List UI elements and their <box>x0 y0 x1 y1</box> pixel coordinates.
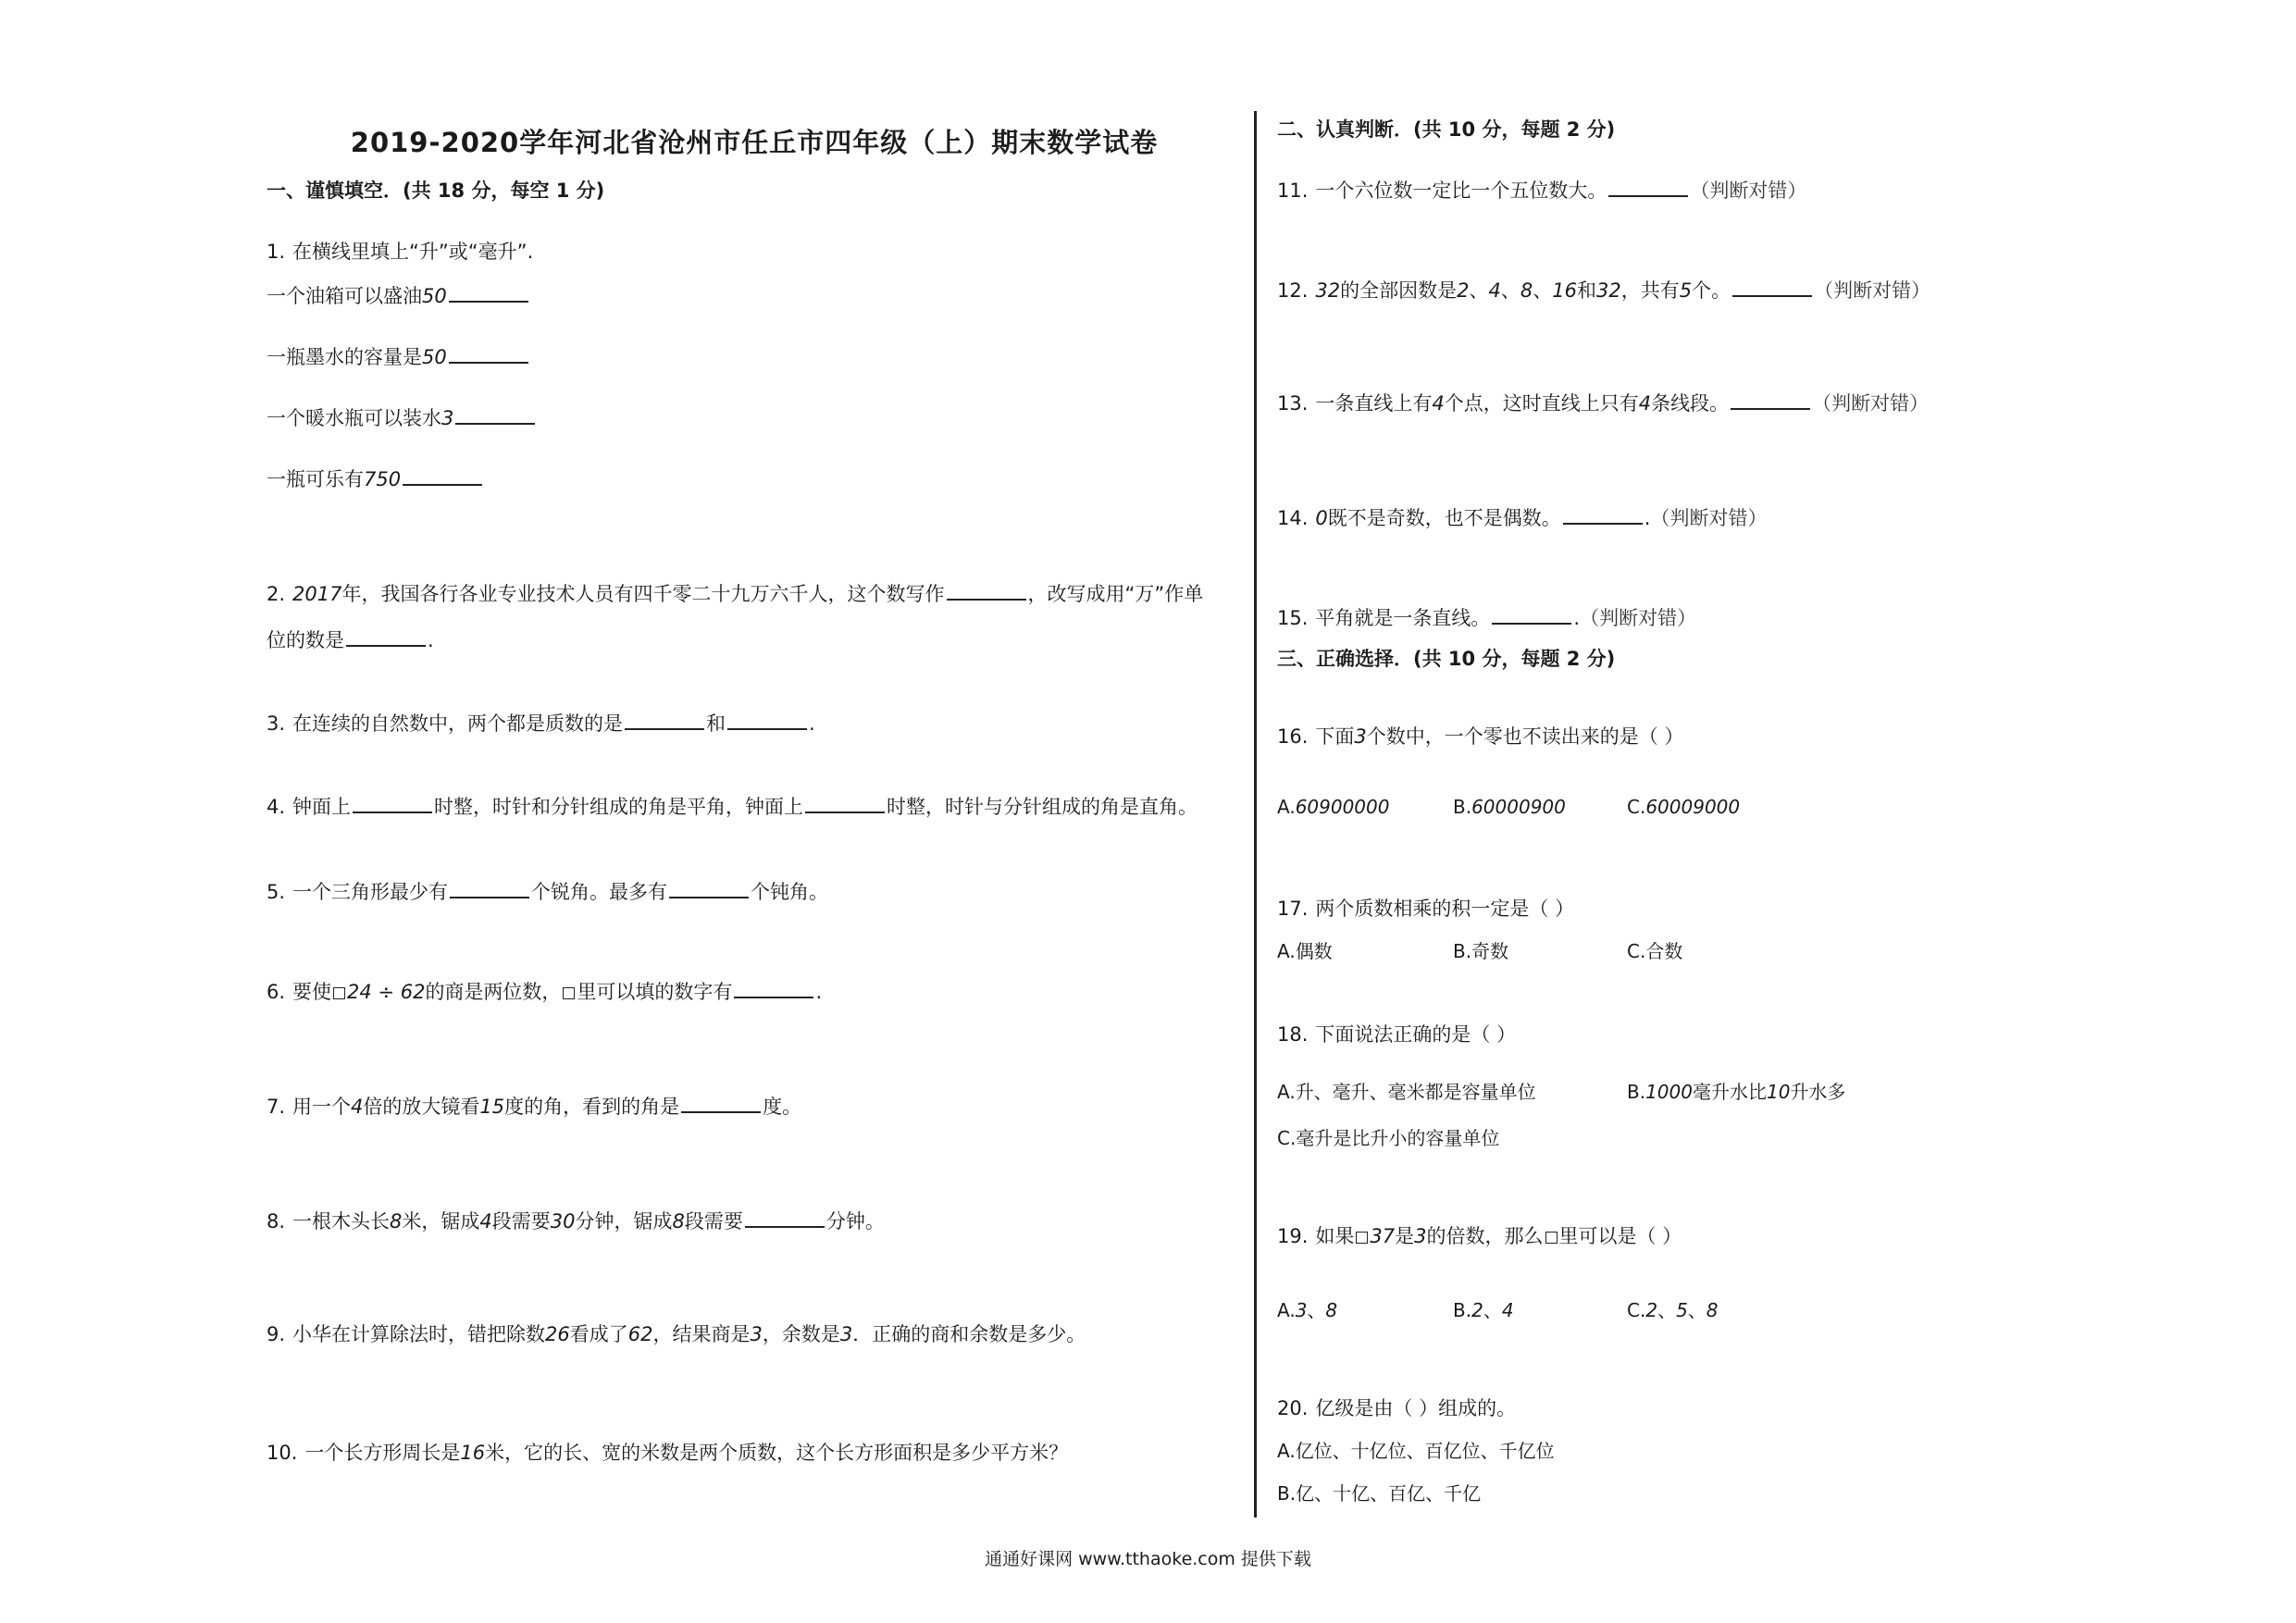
square-box-icon <box>333 987 345 999</box>
question-15: 15. 平角就是一条直线。 .（判断对错） <box>1277 607 1697 629</box>
column-divider <box>1254 111 1257 1518</box>
square-box-icon <box>1545 1232 1558 1244</box>
q16-option-b[interactable]: B.60000900 <box>1453 796 1566 818</box>
answer-blank[interactable] <box>1563 522 1643 525</box>
answer-blank[interactable] <box>346 644 426 647</box>
question-5: 5. 一个三角形最少有 个锐角。最多有 个钝角。 <box>267 881 829 903</box>
answer-blank[interactable] <box>353 811 432 813</box>
question-11: 11. 一个六位数一定比一个五位数大。 （判断对错） <box>1277 180 1807 202</box>
answer-blank[interactable] <box>745 1225 825 1228</box>
question-16: 16. 下面3个数中，一个零也不读出来的是（ ） <box>1277 725 1684 748</box>
footer-source: 通通好课网 www.tthaoke.com 提供下载 <box>985 1549 1311 1569</box>
q18-option-a[interactable]: A.升、毫升、毫米都是容量单位 <box>1277 1081 1536 1103</box>
question-9: 9. 小华在计算除法时，错把除数26看成了62，结果商是3，余数是3．正确的商和余数是多少。 <box>267 1323 1086 1345</box>
q1-line-3: 一个暖水瓶可以装水3 <box>267 403 537 431</box>
q17-option-a[interactable]: A.偶数 <box>1277 940 1333 962</box>
question-8: 8. 一根木头长8米，锯成4段需要30分钟，锯成8段需要 分钟。 <box>267 1210 885 1233</box>
q18-option-b[interactable]: B.1000毫升水比10升水多 <box>1627 1081 1846 1103</box>
question-3: 3. 在连续的自然数中，两个都是质数的是 和 . <box>267 712 815 735</box>
section-2-title: 二、认真判断．(共 10 分，每题 2 分) <box>1277 118 1616 141</box>
question-18: 18. 下面说法正确的是（ ） <box>1277 1023 1517 1046</box>
answer-blank[interactable] <box>455 422 535 425</box>
q16-option-a[interactable]: A.60900000 <box>1277 796 1390 818</box>
answer-blank[interactable] <box>1731 407 1810 410</box>
answer-blank[interactable] <box>625 727 704 730</box>
answer-blank[interactable] <box>1492 622 1571 625</box>
answer-blank[interactable] <box>734 996 813 998</box>
question-10: 10. 一个长方形周长是16米，它的长、宽的米数是两个质数，这个长方形面积是多少平方米？ <box>267 1442 1069 1464</box>
q19-option-b[interactable]: B.2、4 <box>1453 1299 1514 1321</box>
q20-option-a[interactable]: A.亿位、十亿位、百亿位、千亿位 <box>1277 1440 1555 1462</box>
q16-option-c[interactable]: C.60009000 <box>1627 796 1741 818</box>
answer-blank[interactable] <box>449 361 528 364</box>
question-17: 17. 两个质数相乘的积一定是（ ） <box>1277 898 1575 920</box>
q19-option-a[interactable]: A.3、8 <box>1277 1299 1338 1321</box>
q1-line-2: 一瓶墨水的容量是50 <box>267 342 530 370</box>
answer-blank[interactable] <box>947 598 1026 601</box>
answer-blank[interactable] <box>450 896 529 898</box>
question-19: 19. 如果 37是3的倍数，那么 里可以是（ ） <box>1277 1225 1682 1247</box>
answer-blank[interactable] <box>403 483 482 486</box>
question-13: 13. 一条直线上有4个点，这时直线上只有4条线段。 （判断对错） <box>1277 392 1930 415</box>
square-box-icon <box>1356 1232 1368 1244</box>
answer-blank[interactable] <box>1732 294 1812 297</box>
question-1: 1. 在横线里填上“升”或“毫升”. <box>267 241 534 263</box>
q19-option-c[interactable]: C.2、5、8 <box>1627 1299 1719 1321</box>
question-14: 14. 0既不是奇数，也不是偶数。 .（判断对错） <box>1277 507 1768 529</box>
section-3-title: 三、正确选择．(共 10 分，每题 2 分) <box>1277 648 1616 670</box>
page-title: 2019-2020学年河北省沧州市任丘市四年级（上）期末数学试卷 <box>350 127 1159 158</box>
q17-option-c[interactable]: C.合数 <box>1627 940 1683 962</box>
question-6: 6. 要使 24 ÷ 62的商是两位数， 里可以填的数字有 . <box>267 981 823 1003</box>
q20-option-b[interactable]: B.亿、十亿、百亿、千亿 <box>1277 1482 1482 1505</box>
q1-line-4: 一瓶可乐有750 <box>267 465 484 492</box>
question-4: 4. 钟面上 时整，时针和分针组成的角是平角，钟面上 时整，时针与分针组成的角是直角。 <box>267 796 1198 818</box>
question-7: 7. 用一个4倍的放大镜看15度的角，看到的角是 度。 <box>267 1096 802 1118</box>
question-20: 20. 亿级是由（ ）组成的。 <box>1277 1397 1517 1419</box>
answer-blank[interactable] <box>805 811 885 813</box>
question-2: 2. 2017年，我国各行各业专业技术人员有四千零二十九万六千人，这个数写作 ，改写成用“万”作单 <box>267 583 1204 605</box>
question-2-cont: 位的数是 . <box>267 629 434 651</box>
answer-blank[interactable] <box>727 727 807 730</box>
answer-blank[interactable] <box>669 896 749 898</box>
section-1-title: 一、谨慎填空．(共 18 分，每空 1 分) <box>267 180 605 202</box>
q17-option-b[interactable]: B.奇数 <box>1453 940 1509 962</box>
answer-blank[interactable] <box>681 1110 761 1113</box>
answer-blank[interactable] <box>1608 194 1688 197</box>
q18-option-c[interactable]: C.毫升是比升小的容量单位 <box>1277 1127 1500 1149</box>
question-12: 12. 32的全部因数是2、4、8、16和32，共有5个。 （判断对错） <box>1277 279 1931 302</box>
square-box-icon <box>563 987 575 999</box>
answer-blank[interactable] <box>449 300 528 303</box>
q1-line-1: 一个油箱可以盛油50 <box>267 281 530 309</box>
